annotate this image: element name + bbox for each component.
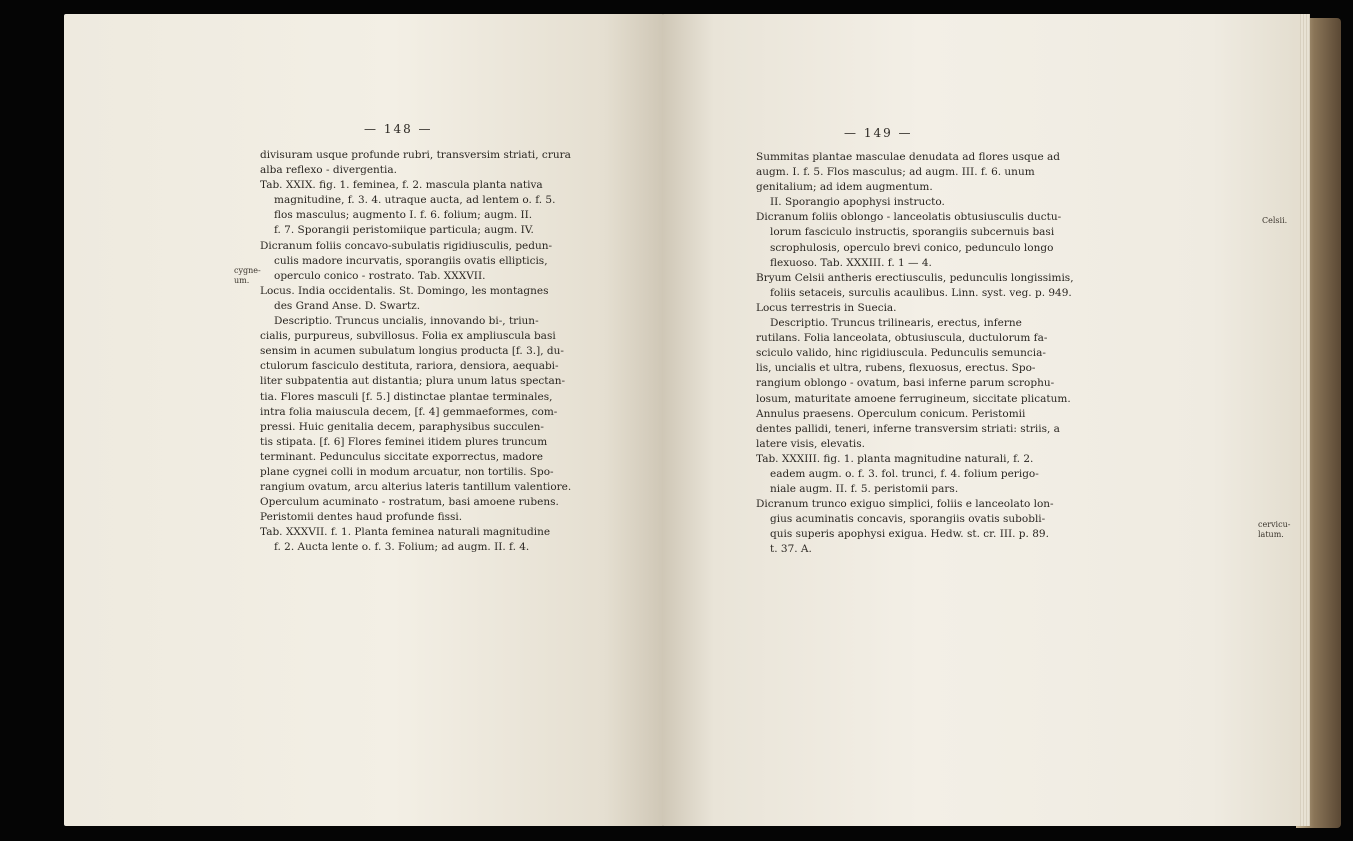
text-line: Descriptio. Truncus uncialis, innovando bi-, triun-: [274, 315, 539, 328]
text-line: rangium ovatum, arcu alterius lateris tantillum valentiore.: [260, 481, 572, 494]
text-line: losum, maturitate amoene ferrugineum, siccitate plicatum.: [756, 392, 1071, 405]
text-line: culis madore incurvatis, sporangiis ovatis ellipticis,: [274, 254, 548, 267]
right-page-text: [756, 150, 1074, 558]
text-line: flexuoso. Tab. XXXIII. f. 1 — 4.: [770, 256, 932, 269]
margin-note-line: um.: [234, 276, 250, 285]
text-line: divisuram usque profunde rubri, transversim striati, crura: [260, 149, 571, 161]
text-line: sciculo valido, hinc rigidiuscula. Pedunculis semuncia-: [756, 347, 1046, 360]
text-line: Locus terrestris in Suecia.: [756, 301, 897, 314]
text-line: t. 37. A.: [770, 543, 812, 556]
text-line: Tab. XXXIII. fig. 1. planta magnitudine naturali, f. 2.: [756, 452, 1034, 465]
margin-note-left: [234, 266, 261, 286]
text-line: II. Sporangio apophysi instructo.: [770, 196, 945, 209]
text-line: flos masculus; augmento I. f. 6. folium; augm. II.: [274, 209, 533, 222]
text-line: Tab. XXIX. fig. 1. feminea, f. 2. mascula planta nativa: [260, 179, 543, 192]
page-number-left: — 148 —: [364, 122, 433, 136]
margin-note-line: Celsii.: [1262, 216, 1288, 225]
text-line: augm. I. f. 5. Flos masculus; ad augm. III. f. 6. unum: [756, 166, 1035, 179]
text-line: operculo conico - rostrato. Tab. XXXVII.: [274, 269, 486, 282]
text-line: foliis setaceis, surculis acaulibus. Linn. syst. veg. p. 949.: [770, 286, 1072, 299]
text-line: pressi. Huic genitalia decem, paraphysibus succulen-: [260, 420, 544, 433]
text-line: f. 7. Sporangii peristomiique particula; augm. IV.: [274, 224, 534, 237]
text-line: f. 2. Aucta lente o. f. 3. Folium; ad augm. II. f. 4.: [274, 541, 530, 554]
text-line: tis stipata. [f. 6] Flores feminei itidem plures truncum: [260, 435, 548, 448]
text-line: tia. Flores masculi [f. 5.] distinctae plantae terminales,: [260, 390, 553, 403]
left-page-text: [260, 148, 571, 556]
text-line: Summitas plantae masculae denudata ad flores usque ad: [756, 151, 1061, 163]
text-line: intra folia maiuscula decem, [f. 4] gemmaeformes, com-: [260, 405, 558, 418]
text-line: plane cygnei colli in modum arcuatur, non tortilis. Spo-: [260, 465, 554, 478]
text-line: lis, uncialis et ultra, rubens, flexuosus, erectus. Spo-: [756, 362, 1036, 375]
text-line: Annulus praesens. Operculum conicum. Peristomii: [756, 407, 1026, 420]
text-line: dentes pallidi, teneri, inferne transversim striati: striis, a: [756, 422, 1060, 435]
margin-note-line: cygne-: [234, 266, 261, 275]
text-line: Locus. India occidentalis. St. Domingo, les montagnes: [260, 284, 549, 297]
text-line: niale augm. II. f. 5. peristomii pars.: [770, 483, 959, 496]
text-line: scrophulosis, operculo brevi conico, pedunculo longo: [770, 241, 1054, 254]
text-line: Dicranum trunco exiguo simplici, foliis e lanceolato lon-: [756, 498, 1054, 511]
right-page: [662, 14, 1310, 826]
text-line: lorum fasciculo instructis, sporangiis subcernuis basi: [770, 226, 1055, 239]
text-line: latere visis, elevatis.: [756, 437, 866, 450]
page-number-right: — 149 —: [844, 126, 913, 140]
text-line: gius acuminatis concavis, sporangiis ovatis subobli-: [770, 513, 1046, 526]
text-line: genitalium; ad idem augmentum.: [756, 181, 933, 194]
margin-note-line: cervicu-: [1258, 520, 1291, 529]
text-line: Bryum Celsii antheris erectiusculis, pedunculis longissimis,: [756, 271, 1074, 284]
text-line: cialis, purpureus, subvillosus. Folia ex ampliuscula basi: [260, 330, 556, 343]
margin-note-right-1: [1262, 216, 1287, 226]
text-line: rutilans. Folia lanceolata, obtusiuscula, ductulorum fa-: [756, 332, 1048, 345]
text-line: ctulorum fasciculo destituta, rariora, densiora, aequabi-: [260, 360, 559, 373]
text-line: rangium oblongo - ovatum, basi inferne parum scrophu-: [756, 377, 1055, 390]
text-line: magnitudine, f. 3. 4. utraque aucta, ad lentem o. f. 5.: [274, 194, 556, 207]
margin-note-right-2: [1258, 520, 1290, 540]
text-line: Tab. XXXVII. f. 1. Planta feminea naturali magnitudine: [260, 526, 551, 539]
margin-note-line: latum.: [1258, 530, 1284, 539]
text-line: Dicranum foliis oblongo - lanceolatis obtusiusculis ductu-: [756, 211, 1062, 224]
text-line: des Grand Anse. D. Swartz.: [274, 299, 421, 312]
text-line: alba reflexo - divergentia.: [260, 164, 397, 177]
text-line: Peristomii dentes haud profunde fissi.: [260, 511, 463, 524]
text-line: liter subpatentia aut distantia; plura unum latus spectan-: [260, 375, 566, 388]
text-line: eadem augm. o. f. 3. fol. trunci, f. 4. folium perigo-: [770, 467, 1039, 480]
text-line: Operculum acuminato - rostratum, basi amoene rubens.: [260, 496, 559, 509]
text-line: sensim in acumen subulatum longius producta [f. 3.], du-: [260, 345, 564, 358]
text-line: terminant. Pedunculus siccitate exporrectus, madore: [260, 450, 543, 463]
left-page: [64, 14, 664, 826]
text-line: Dicranum foliis concavo-subulatis rigidiusculis, pedun-: [260, 239, 553, 252]
text-line: quis superis apophysi exigua. Hedw. st. cr. III. p. 89.: [770, 528, 1049, 541]
text-line: Descriptio. Truncus trilinearis, erectus, inferne: [770, 317, 1022, 330]
